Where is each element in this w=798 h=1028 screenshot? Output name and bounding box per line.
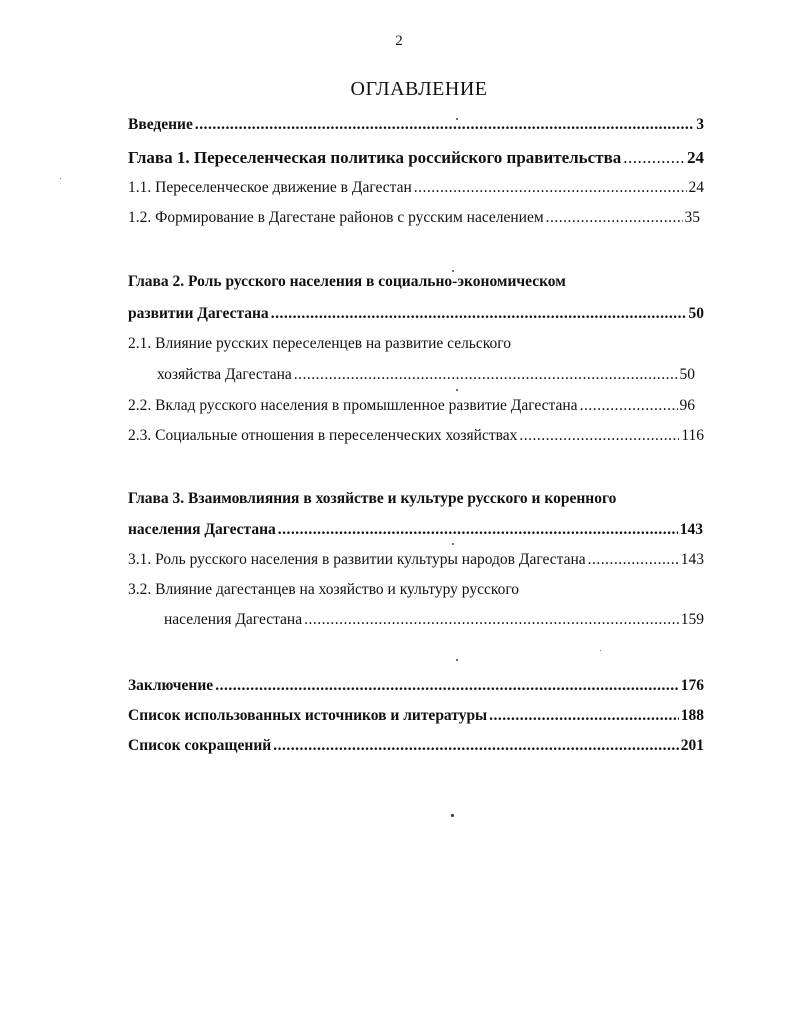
entry-page: 159 (680, 611, 704, 628)
entry-page: 188 (680, 707, 704, 724)
entry-page: 50 (688, 305, 704, 322)
toc-entry-3-2 (164, 611, 704, 629)
entry-title: Введение (128, 116, 193, 133)
toc-entry-2-1 (157, 366, 695, 384)
dot-leader (195, 116, 694, 134)
entry-title: хозяйства Дагестана (157, 366, 292, 383)
scan-speck (456, 659, 458, 661)
entry-page: 3 (696, 116, 704, 133)
entry-title: развитии Дагестана (128, 305, 269, 322)
dot-leader (215, 677, 679, 695)
entry-title: населения Дагестана (128, 521, 276, 538)
scan-speck (452, 543, 454, 545)
toc-entry-2-3 (128, 427, 704, 445)
toc-2-1-line1: 2.1. Влияние русских переселенцев на развитие сельского (128, 335, 511, 352)
toc-entry-3-1 (128, 551, 704, 569)
scan-speck (456, 118, 458, 120)
dot-leader (580, 397, 678, 415)
entry-title: Глава 1. Переселенческая политика российского правительства (128, 148, 622, 167)
entry-page: 116 (681, 427, 704, 444)
toc-chapter2-line1: Глава 2. Роль русского населения в социально-экономическом (128, 273, 566, 290)
dot-leader (294, 366, 678, 384)
page-number: 2 (395, 33, 403, 49)
toc-entry-sources (128, 707, 704, 725)
dot-leader (273, 737, 679, 755)
toc-entry-1-1 (128, 179, 704, 197)
dot-leader (588, 551, 679, 569)
scan-speck (456, 389, 458, 391)
toc-title: ОГЛАВЛЕНИЕ (350, 78, 488, 100)
entry-page: 35 (684, 209, 700, 226)
entry-page: 176 (680, 677, 704, 694)
entry-page: 50 (679, 366, 695, 383)
dot-leader (546, 209, 683, 227)
entry-page: 143 (679, 521, 703, 538)
toc-entry-intro (128, 116, 704, 134)
entry-page: 24 (688, 179, 704, 196)
entry-title: населения Дагестана (164, 611, 303, 628)
toc-entry-conclusion (128, 677, 704, 695)
entry-page: 201 (680, 737, 704, 754)
entry-title: Список использованных источников и литературы (128, 707, 488, 724)
scan-speck (600, 650, 601, 651)
entry-page: 143 (680, 551, 704, 568)
toc-entry-1-2 (128, 209, 700, 227)
entry-page: 96 (679, 397, 695, 414)
toc-entry-chapter1 (128, 148, 704, 168)
entry-title: 2.3. Социальные отношения в переселенческих хозяйствах (128, 427, 518, 444)
toc-entry-abbreviations (128, 737, 704, 755)
toc-entry-chapter3 (128, 521, 703, 539)
toc-3-2-line1: 3.2. Влияние дагестанцев на хозяйство и культуру русского (128, 581, 520, 598)
entry-page: 24 (687, 148, 704, 167)
scan-speck (60, 178, 61, 179)
scan-speck (451, 814, 454, 817)
entry-title: Список сокращений (128, 737, 272, 754)
dot-leader (519, 427, 679, 445)
dot-leader (271, 305, 687, 323)
dot-leader (278, 521, 678, 539)
dot-leader (414, 179, 687, 197)
dot-leader (623, 148, 685, 168)
entry-title: 1.2. Формирование в Дагестане районов с русским населением (128, 209, 544, 226)
entry-title: 3.1. Роль русского населения в развитии культуры народов Дагестана (128, 551, 586, 568)
toc-chapter3-line1: Глава 3. Взаимовлияния в хозяйстве и культуре русского и коренного (128, 490, 617, 507)
dot-leader (489, 707, 679, 725)
entry-title: 2.2. Вклад русского населения в промышленное развитие Дагестана (128, 397, 578, 414)
toc-entry-chapter2 (128, 305, 704, 323)
entry-title: 1.1. Переселенческое движение в Дагестан (128, 179, 412, 196)
scan-speck (452, 270, 454, 272)
dot-leader (304, 611, 679, 629)
toc-entry-2-2 (128, 397, 695, 415)
entry-title: Заключение (128, 677, 214, 694)
